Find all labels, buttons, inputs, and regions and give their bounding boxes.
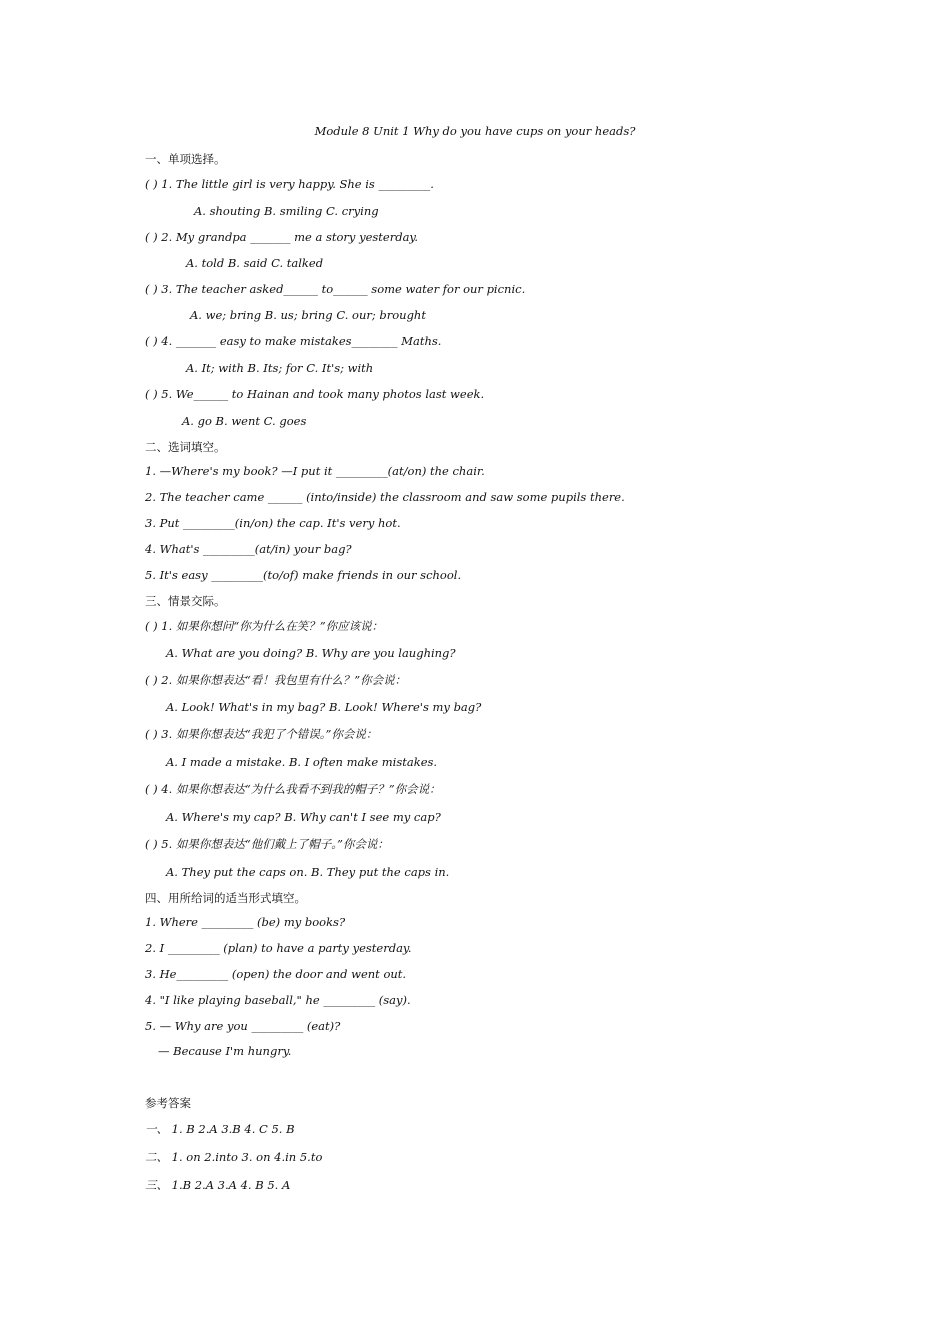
question-options: A. They put the caps on. B. They put the caps in.: [166, 865, 450, 879]
question-options: A. I made a mistake. B. I often make mistakes.: [166, 755, 438, 769]
fill-item: 1. —Where's my book? —I put it _________(at/on) the chair.: [145, 464, 485, 478]
section-heading-2: 二、选词填空。: [145, 440, 226, 454]
question-options: A. Where's my cap? B. Why can't I see my cap?: [166, 810, 441, 824]
fill-item: 4. "I like playing baseball," he _________ (say).: [145, 993, 411, 1007]
section-heading-4: 四、用所给词的适当形式填空。: [145, 891, 306, 905]
answer-line: 三、 1.B 2.A 3.A 4. B 5. A: [145, 1178, 291, 1192]
answer-line: 二、 1. on 2.into 3. on 4.in 5.to: [145, 1150, 323, 1164]
question-options: A. Look! What's in my bag? B. Look! Where's my bag?: [166, 700, 482, 714]
question-text: ( ) 3. The teacher asked______ to______ some water for our picnic.: [145, 282, 526, 296]
question-text: ( ) 2. My grandpa _______ me a story yesterday.: [145, 230, 419, 244]
question-options: A. What are you doing? B. Why are you laughing?: [166, 646, 456, 660]
fill-item: 5. It's easy _________(to/of) make friends in our school.: [145, 568, 462, 582]
question-options: A. told B. said C. talked: [186, 256, 324, 270]
page-title: Module 8 Unit 1 Why do you have cups on your heads?: [314, 124, 636, 138]
question-options: A. we; bring B. us; bring C. our; brought: [190, 308, 426, 322]
section-heading-1: 一、单项选择。: [145, 152, 226, 166]
question-text: ( ) 4. _______ easy to make mistakes________ Maths.: [145, 334, 442, 348]
question-text: ( ) 1. 如果你想问“你为什么在笑？”你应该说：: [145, 619, 384, 633]
question-text: ( ) 5. We______ to Hainan and took many photos last week.: [145, 387, 485, 401]
question-text: ( ) 3. 如果你想表达“我犯了个错误。”你会说：: [145, 727, 378, 741]
fill-item: 5. — Why are you _________ (eat)?: [145, 1019, 341, 1033]
question-text: ( ) 1. The little girl is very happy. She is _________.: [145, 177, 434, 191]
question-text: ( ) 2. 如果你想表达“看！我包里有什么？”你会说：: [145, 673, 407, 687]
answer-line: 一、 1. B 2.A 3.B 4. C 5. B: [145, 1122, 295, 1136]
fill-item: — Because I'm hungry.: [158, 1044, 292, 1058]
fill-item: 2. I _________ (plan) to have a party yesterday.: [145, 941, 412, 955]
fill-item: 4. What's _________(at/in) your bag?: [145, 542, 352, 556]
fill-item: 1. Where _________ (be) my books?: [145, 915, 346, 929]
fill-item: 2. The teacher came ______ (into/inside) the classroom and saw some pupils there.: [145, 490, 625, 504]
question-text: ( ) 5. 如果你想表达“他们戴上了帽子。”你会说：: [145, 837, 389, 851]
question-options: A. It; with B. Its; for C. It's; with: [186, 361, 374, 375]
question-options: A. go B. went C. goes: [182, 414, 307, 428]
fill-item: 3. He_________ (open) the door and went out.: [145, 967, 407, 981]
answers-heading: 参考答案: [145, 1096, 191, 1110]
question-text: ( ) 4. 如果你想表达“为什么我看不到我的帽子？”你会说：: [145, 782, 441, 796]
question-options: A. shouting B. smiling C. crying: [194, 204, 379, 218]
section-heading-3: 三、情景交际。: [145, 594, 226, 608]
fill-item: 3. Put _________(in/on) the cap. It's very hot.: [145, 516, 401, 530]
